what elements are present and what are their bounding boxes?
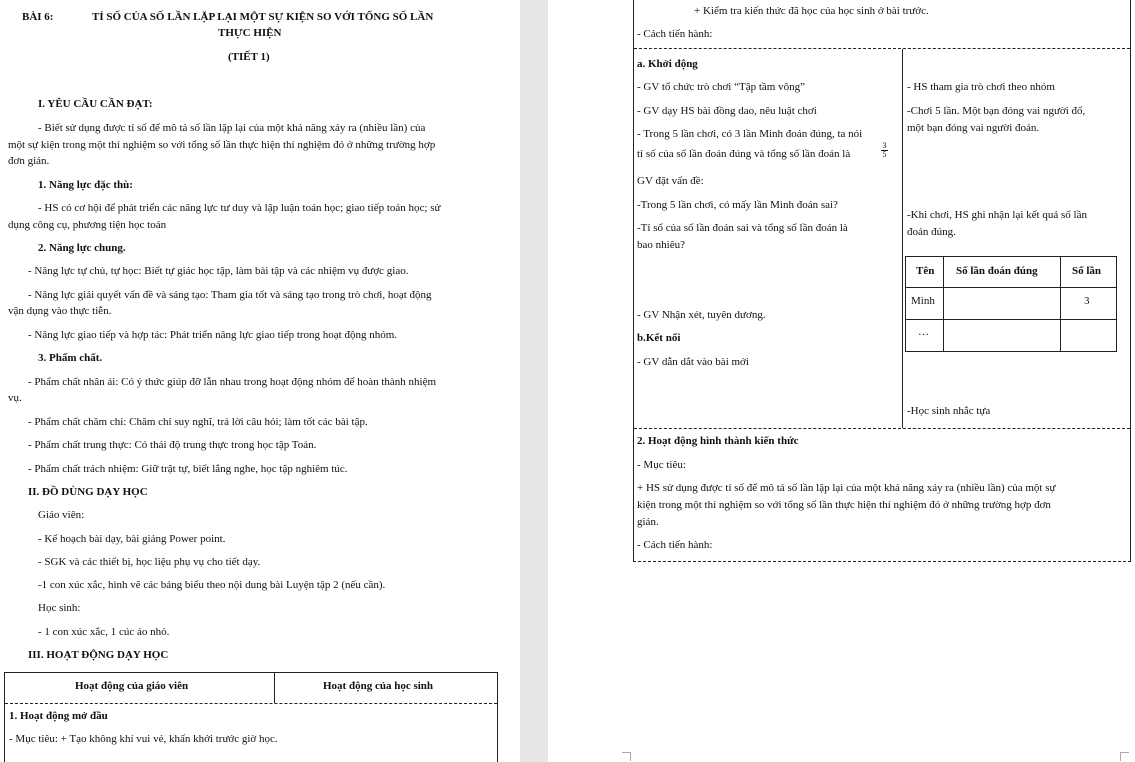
lesson-number: BÀI 6: — [22, 11, 54, 23]
row-divider — [634, 428, 1130, 429]
results-header-total: Số lần — [1072, 265, 1102, 277]
teacher-step-7: - GV Nhận xét, tuyên dương. — [637, 309, 766, 321]
fraction — [881, 142, 888, 159]
sub3-item-3: - Phẩm chất trung thực: Có thái độ trung thực trong học tập Toán. — [28, 439, 317, 451]
teacher-step-3-line1: - Trong 5 lần chơi, có 3 lần Minh đoán đúng, ta nói — [637, 128, 863, 140]
table-column-divider — [274, 673, 275, 703]
fraction-numerator: 3 — [882, 141, 887, 150]
teacher-item-2: - SGK và các thiết bị, học liệu phụ vụ cho tiết dạy. — [38, 556, 261, 568]
results-table — [905, 256, 1117, 352]
lesson-title-line2: THỰC HIỆN — [218, 27, 282, 39]
teacher-step-3-line2: tỉ số của số lần đoán đúng và tổng số lần đoán là — [637, 148, 851, 160]
table-row-divider — [5, 703, 497, 704]
sub2-item-2-line1: - Năng lực giải quyết vấn đề và sáng tạo: Tham gia tốt và sáng tạo trong trò chơi, hoạt động — [28, 289, 432, 301]
student-step-2-line1: -Chơi 5 lần. Một bạn đóng vai người đố, — [907, 105, 1086, 117]
subsection-1-heading: 1. Năng lực đặc thù: — [38, 179, 133, 191]
document-page-right — [548, 0, 1135, 762]
table-header-student: Hoạt động của học sinh — [323, 680, 434, 692]
fraction-denominator: 5 — [882, 150, 887, 159]
top-check-text: + Kiểm tra kiến thức đã học của học sinh ở bài trước. — [694, 5, 929, 17]
warmup-heading: a. Khởi động — [637, 58, 698, 70]
student-label: Học sinh: — [38, 602, 81, 614]
row-divider — [634, 48, 1130, 49]
teacher-label: Giáo viên: — [38, 509, 85, 521]
activity-table — [4, 672, 498, 762]
results-row-divider — [906, 319, 1116, 320]
student-item-1: - 1 con xúc xắc, 1 cúc áo nhỏ. — [38, 626, 170, 638]
sub3-item-1-line1: - Phẩm chất nhân ái: Có ý thức giúp đỡ lẫn nhau trong hoạt động nhóm để hoàn thành nhiệm — [28, 376, 437, 388]
results-col-divider — [1060, 257, 1061, 351]
subsection-2-heading: 2. Năng lực chung. — [38, 242, 126, 254]
teacher-step-6-line1: -Tỉ số của số lần đoán sai và tổng số lần đoán là — [637, 222, 848, 234]
teacher-step-1: - GV tổ chức trò chơi “Tập tầm vông” — [637, 81, 805, 93]
column-divider — [902, 49, 903, 428]
sec1-paragraph-line1: - Biết sử dụng được tỉ số để mô tả số lần lặp lại của một khả năng xảy ra (nhiều lần) của — [38, 122, 426, 134]
student-step-3-line1: -Khi chơi, HS ghi nhận lại kết quả số lần — [907, 209, 1087, 221]
activity-2-method: - Cách tiến hành: — [637, 539, 713, 551]
sec1-paragraph-line2: một sự kiện trong một thí nghiệm so với tổng số lần thực hiện thí nghiệm đó ở những trường hợp — [8, 139, 436, 151]
subsection-3-heading: 3. Phẩm chất. — [38, 352, 103, 364]
lesson-period: (TIẾT 1) — [228, 51, 270, 63]
sub3-item-2: - Phẩm chất chăm chỉ: Chăm chỉ suy nghĩ, trả lời câu hỏi; làm tốt các bài tập. — [28, 416, 368, 428]
student-step-4: -Học sinh nhắc tựa — [907, 405, 991, 417]
results-cell-name: Minh — [911, 295, 935, 307]
results-header-name: Tên — [916, 265, 935, 277]
activity-2-goal-label: - Mục tiêu: — [637, 459, 686, 471]
page-corner-mark — [622, 752, 631, 761]
teacher-item-1: - Kế hoạch bài dạy, bài giảng Power point. — [38, 533, 226, 545]
activity-2-goal-line1: + HS sử dụng được tỉ số để mô tả số lần lặp lại của một khả năng xảy ra (nhiều lần) của một sự — [637, 482, 1056, 494]
sub2-item-3: - Năng lực giao tiếp và hợp tác: Phát triển năng lực giao tiếp trong hoạt động nhóm. — [28, 329, 398, 341]
activity-1-goal: - Mục tiêu: + Tạo không khí vui vẻ, khấn khởi trước giờ học. — [9, 733, 278, 745]
teacher-step-8: - GV dẫn dắt vào bài mới — [637, 356, 749, 368]
table-header-teacher: Hoạt động của giáo viên — [75, 680, 189, 692]
teacher-item-3: -1 con xúc xắc, hình vẽ các bảng biểu theo nội dung bài Luyện tập 2 (nếu cần). — [38, 579, 386, 591]
sub3-item-1-line2: vụ. — [8, 392, 22, 404]
results-header-correct: Số lần đoán đúng — [956, 265, 1038, 277]
sec1-paragraph-line3: đơn giản. — [8, 155, 50, 167]
sub3-item-4: - Phẩm chất trách nhiệm: Giữ trật tự, biết lắng nghe, học tập nghiêm túc. — [28, 463, 348, 475]
teacher-step-6-line2: bao nhiêu? — [637, 239, 685, 251]
section-3-heading: III. HOẠT ĐỘNG DẠY HỌC — [28, 649, 169, 661]
activity-2-goal-line2: kiện trong một thí nghiệm so với tổng số lần thực hiện thí nghiệm đó ở những trường hợp đơn — [637, 499, 1051, 511]
activity-2-heading: 2. Hoạt động hình thành kiến thức — [637, 435, 799, 447]
results-row-divider — [906, 287, 1116, 288]
page-corner-mark — [1120, 752, 1129, 761]
section-2-heading: II. ĐỒ DÙNG DẠY HỌC — [28, 486, 148, 498]
section-1-heading: I. YÊU CẦU CẦN ĐẠT: — [38, 98, 153, 110]
results-cell-total: 3 — [1084, 295, 1090, 307]
top-method-text: - Cách tiến hành: — [637, 28, 713, 40]
activity-2-goal-line3: giản. — [637, 516, 659, 528]
sub1-paragraph-line1: - HS có cơ hội để phát triển các năng lực tư duy và lập luận toán học; giao tiếp toán học; sử — [38, 202, 441, 214]
activity-1-heading: 1. Hoạt động mở đầu — [9, 710, 108, 722]
sub2-item-2-line2: vận dụng vào thực tiễn. — [8, 305, 112, 317]
student-step-2-line2: một bạn đóng vai người đoán. — [907, 122, 1040, 134]
teacher-step-4: GV đặt vấn đề: — [637, 175, 704, 187]
document-page-left — [0, 0, 520, 762]
connect-heading: b.Kết nối — [637, 332, 681, 344]
student-step-1: - HS tham gia trò chơi theo nhóm — [907, 81, 1055, 93]
sub2-item-1: - Năng lực tự chủ, tự học: Biết tự giác học tập, làm bài tập và các nhiệm vụ được giao. — [28, 265, 409, 277]
student-step-3-line2: đoán đúng. — [907, 226, 956, 238]
results-cell-ellipsis: … — [918, 326, 929, 338]
sub1-paragraph-line2: dụng công cụ, phương tiện học toán — [8, 219, 167, 231]
teacher-step-2: - GV dạy HS bài đồng dao, nêu luật chơi — [637, 105, 817, 117]
results-col-divider — [943, 257, 944, 351]
lesson-title-line1: TỈ SỐ CỦA SỐ LẦN LẶP LẠI MỘT SỰ KIỆN SO VỚI TỔNG SỐ LẦN — [92, 11, 434, 23]
teacher-step-5: -Trong 5 lần chơi, có mấy lần Minh đoán sai? — [637, 199, 838, 211]
